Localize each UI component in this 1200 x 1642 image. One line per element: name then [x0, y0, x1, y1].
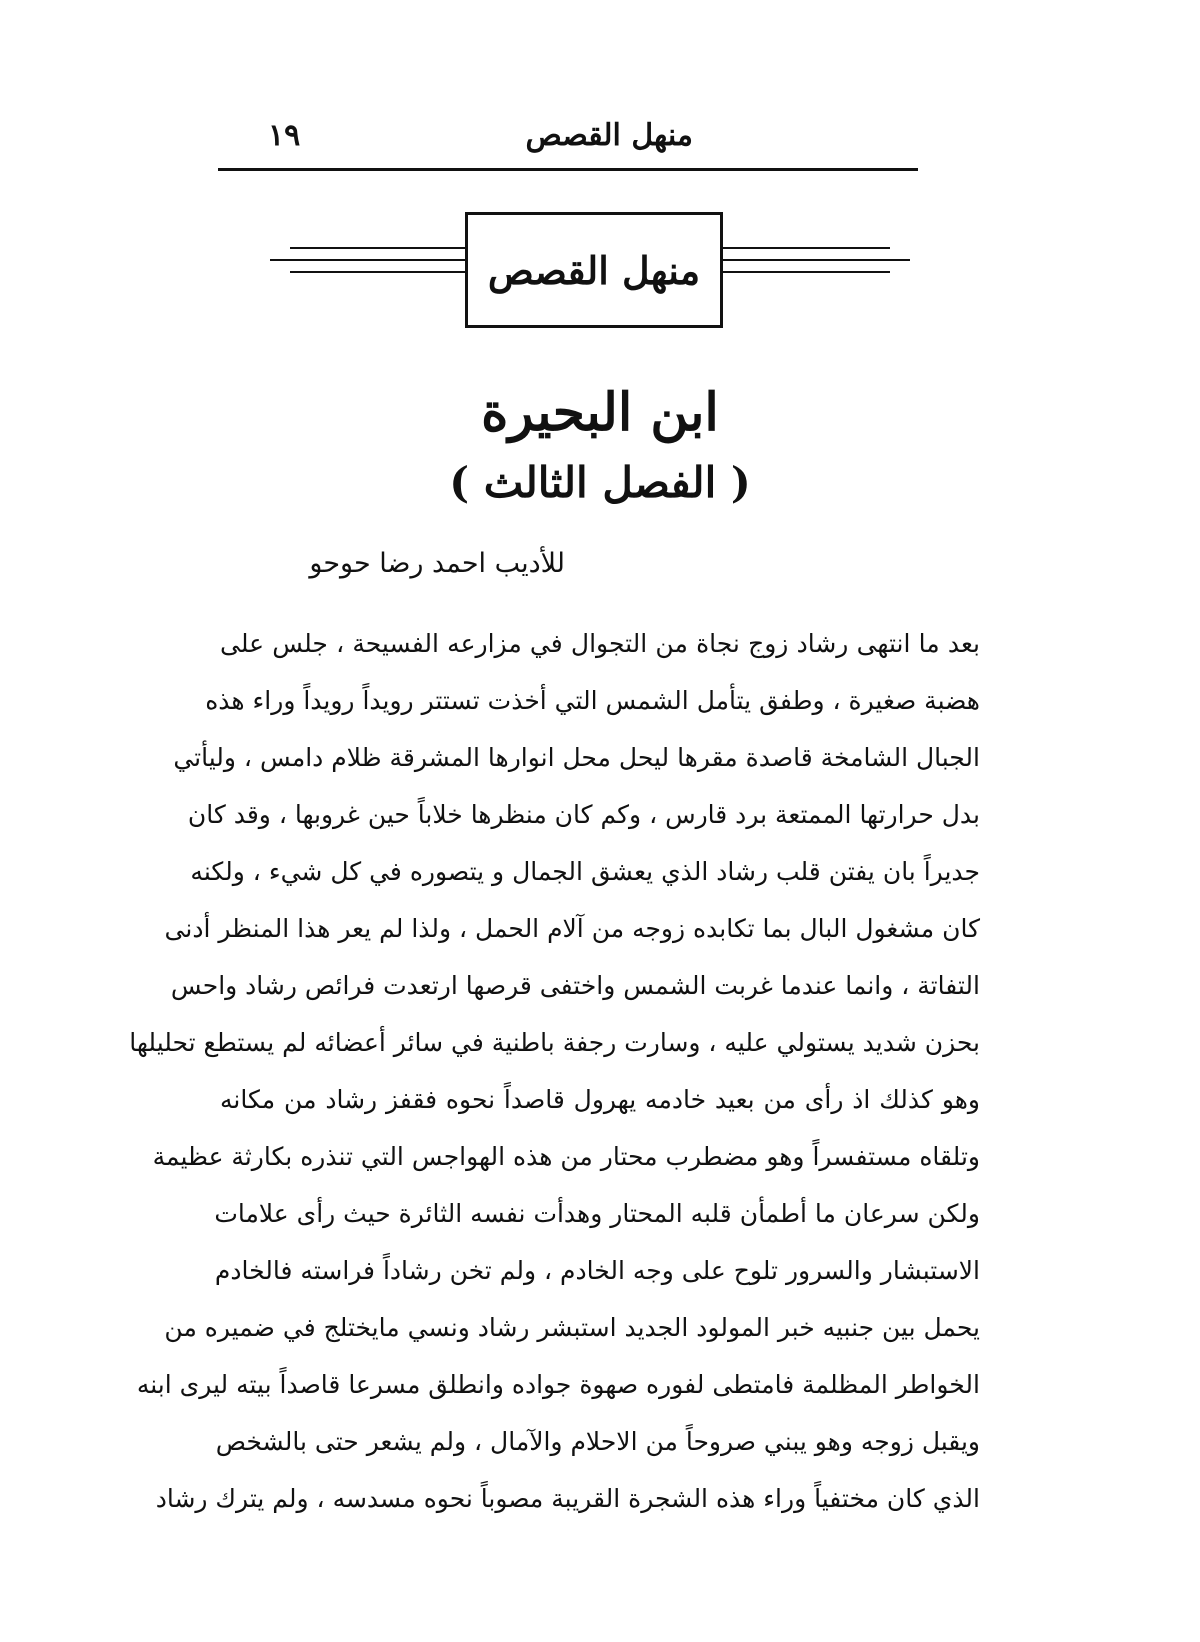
body-line: الجبال الشامخة قاصدة مقرها ليحل محل انوارها المشرقة ظلام دامس ، وليأتي [173, 743, 980, 772]
body-line: ويقبل زوجه وهو يبني صروحاً من الاحلام والآمال ، ولم يشعر حتى بالشخص [215, 1427, 980, 1456]
body-line: وهو كذلك اذ رأى من بعيد خادمه يهرول قاصداً نحوه فقفز رشاد من مكانه [220, 1085, 980, 1114]
body-line: بعد ما انتهى رشاد زوج نجاة من التجوال في مزارعه الفسيحة ، جلس على [220, 629, 980, 658]
body-line: بحزن شديد يستولي عليه ، وسارت رجفة باطنية في سائر أعضائه لم يستطع تحليلها [129, 1028, 980, 1057]
body-line: جديراً بان يفتن قلب رشاد الذي يعشق الجمال و يتصوره في كل شيء ، ولكنه [190, 857, 980, 886]
page-number: ١٩ [268, 118, 301, 153]
body-line: بدل حرارتها الممتعة برد قارس ، وكم كان منظرها خلاباً حين غروبها ، وقد كان [187, 800, 980, 829]
body-line: الاستبشار والسرور تلوح على وجه الخادم ، ولم تخن رشاداً فراسته فالخادم [214, 1256, 980, 1285]
section-banner [465, 212, 723, 328]
body-line: هضبة صغيرة ، وطفق يتأمل الشمس التي أخذت تستتر رويداً رويداً وراء هذه [205, 686, 980, 715]
running-header [218, 108, 918, 164]
body-line: يحمل بين جنبيه خبر المولود الجديد استبشر رشاد ونسي مايختلج في ضميره من [164, 1313, 980, 1342]
header-rule [218, 168, 918, 171]
body-line: ولكن سرعان ما أطمأن قلبه المحتار وهدأت نفسه الثائرة حيث رأى علامات [214, 1199, 980, 1228]
body-line: التفاتة ، وانما عندما غربت الشمس واختفى قرصها ارتعدت فرائص رشاد واحس [170, 971, 980, 1000]
body-line: كان مشغول البال بما تكابده زوجه من آلام الحمل ، ولذا لم يعر هذا المنظر أدنى [164, 914, 980, 943]
author-line: للأديب احمد رضا حوحو [309, 548, 565, 579]
body-line: الخواطر المظلمة فامتطى لفوره صهوة جواده وانطلق مسرعا قاصداً بيته ليرى ابنه [136, 1370, 980, 1399]
body-line: الذي كان مختفياً وراء هذه الشجرة القريبة مصوباً نحوه مسدسه ، ولم يترك رشاد [155, 1484, 980, 1513]
story-title: ابن البحيرة [481, 382, 719, 443]
body-text [129, 615, 980, 1527]
running-header-title: منهل القصص [525, 118, 693, 153]
body-line: وتلقاه مستفسراً وهو مضطرب محتار من هذه الهواجس التي تنذره بكارثة عظيمة [152, 1142, 980, 1171]
section-banner-label: منهل القصص [487, 247, 701, 293]
chapter-title: ( الفصل الثالث ) [449, 458, 751, 507]
